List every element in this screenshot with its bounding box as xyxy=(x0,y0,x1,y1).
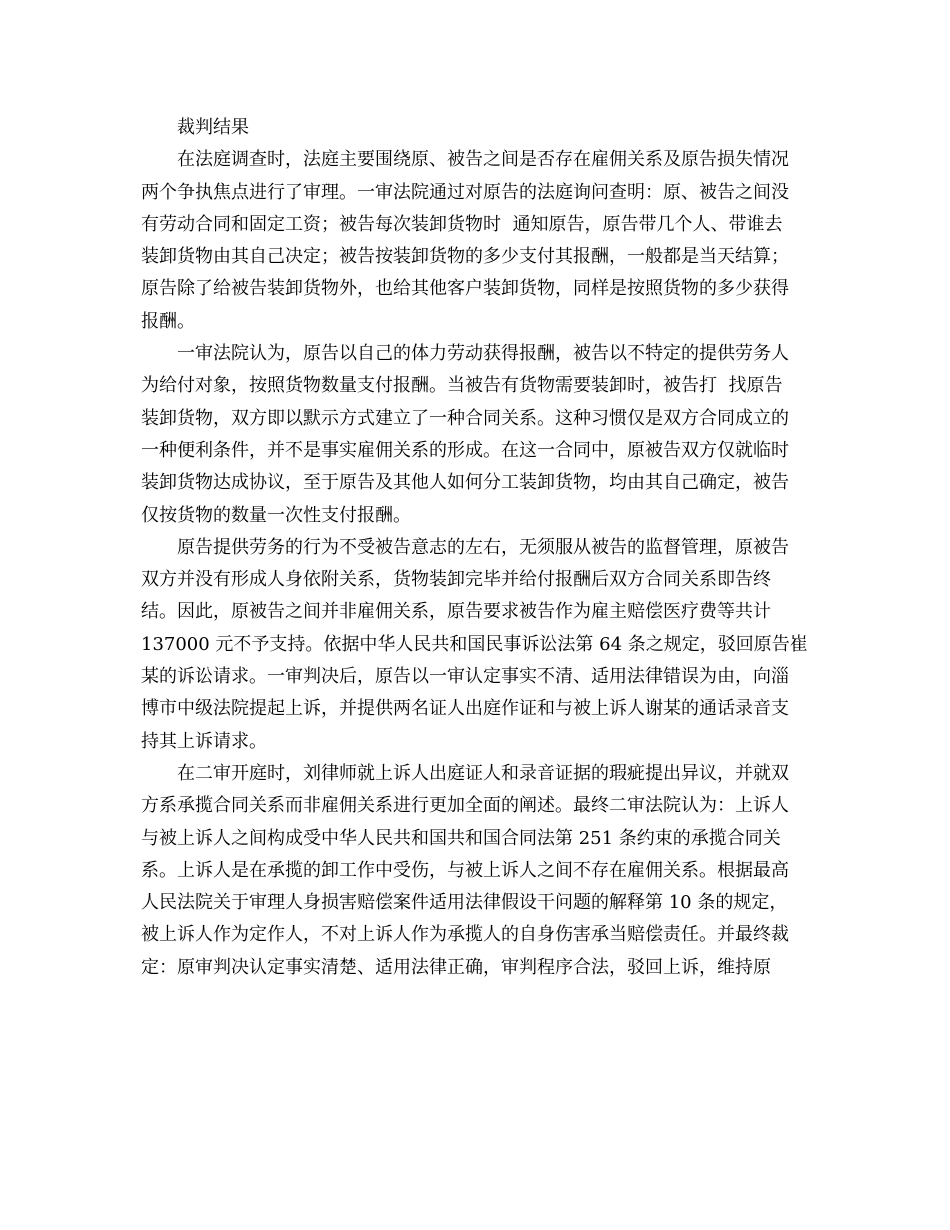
text-line: 为给付对象，按照货物数量支付报酬。当被告有货物需要装卸时，被告打 找原告 xyxy=(141,375,783,397)
text-line: 定：原审判决认定事实清楚、适用法律正确，审判程序合法，驳回上诉，维持原 xyxy=(141,956,771,978)
text-line: 装卸货物由其自己决定；被告按装卸货物的多少支付其报酬，一般都是当天结算； xyxy=(141,246,789,268)
text-line: 原告除了给被告装卸货物外，也给其他客户装卸货物，同样是按照货物的多少获得 xyxy=(141,278,789,300)
text-line: 与被上诉人之间构成受中华人民共和国共和国合同法第 251 条约束的承揽合同关 xyxy=(141,827,781,849)
text-line: 装卸货物达成协议，至于原告及其他人如何分工装卸货物，均由其自己确定，被告 xyxy=(141,472,789,494)
paragraph-2 xyxy=(141,338,811,532)
text-line: 双方并没有形成人身依附关系，货物装卸完毕并给付报酬后双方合同关系即告终 xyxy=(141,569,771,591)
text-line: 报酬。 xyxy=(141,310,195,332)
text-line: 系。上诉人是在承揽的卸工作中受伤，与被上诉人之间不存在雇佣关系。根据最高 xyxy=(141,859,789,881)
text-line: 原告提供劳务的行为不受被告意志的左右，无须服从被告的监督管理，原被告 xyxy=(177,536,789,558)
paragraph-4 xyxy=(141,758,811,984)
text-line: 在法庭调查时，法庭主要围绕原、被告之间是否存在雇佣关系及原告损失情况 xyxy=(177,149,789,171)
document-page xyxy=(141,112,811,984)
text-line: 结。因此，原被告之间并非雇佣关系，原告要求被告作为雇主赔偿医疗费等共计 xyxy=(141,601,771,623)
section-heading: 裁判结果 xyxy=(177,117,249,138)
text-line: 方系承揽合同关系而非雇佣关系进行更加全面的阐述。最终二审法院认为：上诉人 xyxy=(141,795,789,817)
text-line: 在二审开庭时，刘律师就上诉人出庭证人和录音证据的瑕疵提出异议，并就双 xyxy=(177,762,789,784)
paragraph-3 xyxy=(141,532,811,758)
text-line: 人民法院关于审理人身损害赔偿案件适用法律假设干问题的解释第 10 条的规定， xyxy=(141,892,788,914)
text-line: 某的诉讼请求。一审判决后，原告以一审认定事实不清、适用法律错误为由，向淄 xyxy=(141,666,789,688)
text-line: 一审法院认为，原告以自己的体力劳动获得报酬，被告以不特定的提供劳务人 xyxy=(177,343,789,365)
text-line: 一种便利条件，并不是事实雇佣关系的形成。在这一合同中，原被告双方仅就临时 xyxy=(141,439,789,461)
text-line: 两个争执焦点进行了审理。一审法院通过对原告的法庭询问查明：原、被告之间没 xyxy=(141,181,789,203)
paragraph-1 xyxy=(141,144,811,338)
text-line: 仅按货物的数量一次性支付报酬。 xyxy=(141,504,411,526)
text-line: 有劳动合同和固定工资；被告每次装卸货物时 通知原告，原告带几个人、带谁去 xyxy=(141,213,783,235)
text-line: 装卸货物，双方即以默示方式建立了一种合同关系。这种习惯仅是双方合同成立的 xyxy=(141,407,789,429)
text-line: 持其上诉请求。 xyxy=(141,730,267,752)
text-line: 137000 元不予支持。依据中华人民共和国民事诉讼法第 64 条之规定，驳回原告崔 xyxy=(141,633,808,655)
text-line: 博市中级法院提起上诉，并提供两名证人出庭作证和与被上诉人谢某的通话录音支 xyxy=(141,698,789,720)
text-line: 被上诉人作为定作人，不对上诉人作为承揽人的自身伤害承当赔偿责任。并最终裁 xyxy=(141,924,789,946)
